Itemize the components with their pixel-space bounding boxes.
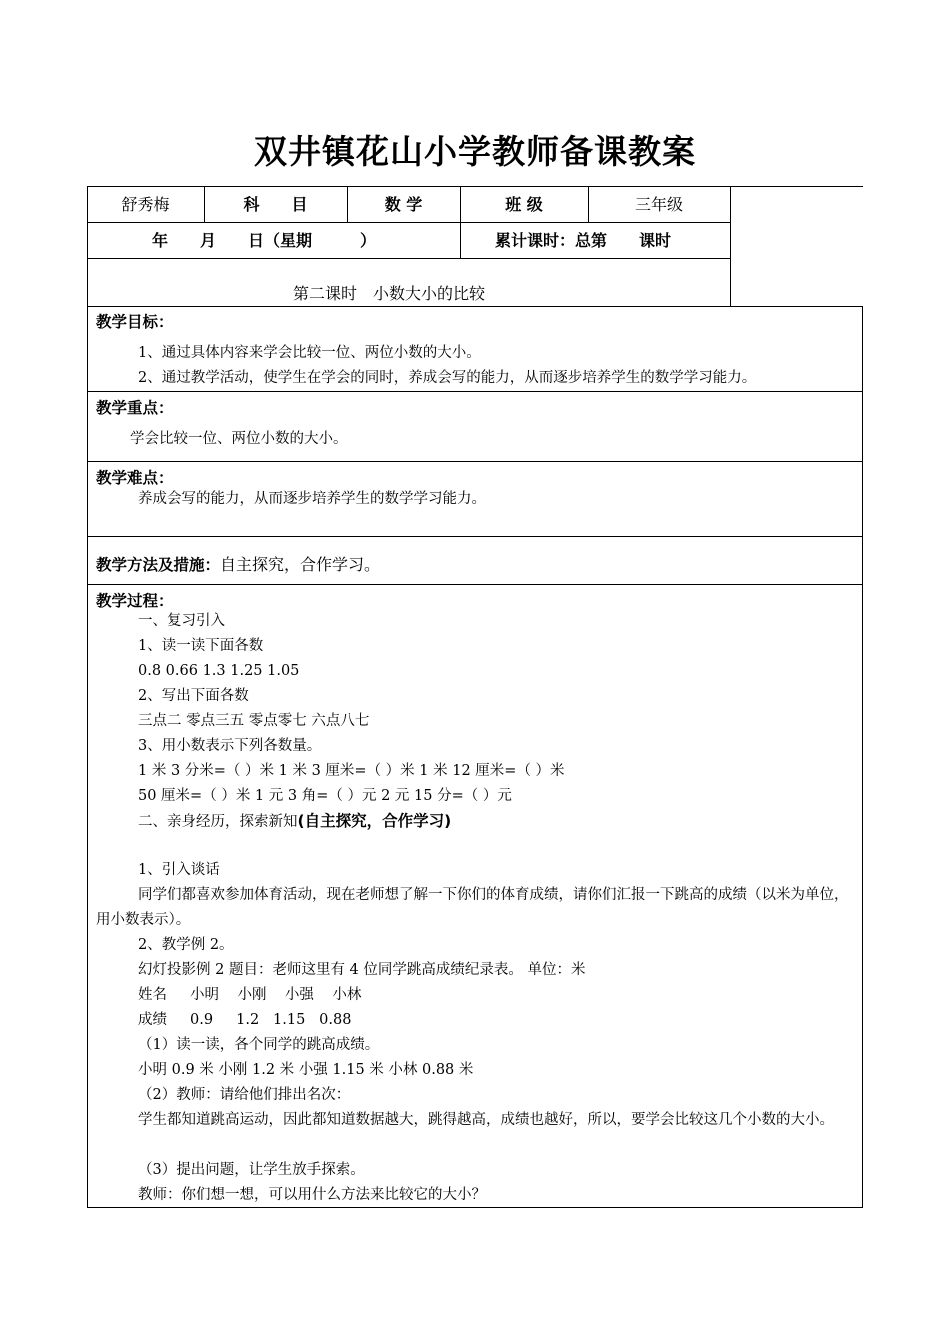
process-paragraph-2: 学生都知道跳高运动，因此都知道数据越大，跳得越高，成绩也越好，所以，要学会比较这几个小数的大小。 bbox=[138, 1112, 834, 1128]
process-line-8: 50 厘米=（ ）米 1 元 3 角=（ ）元 2 元 15 分=（ ）元 bbox=[138, 788, 512, 804]
lesson-title: 第二课时 小数大小的比较 bbox=[293, 284, 486, 303]
process-line-6: 3、用小数表示下列各数量。 bbox=[138, 738, 322, 754]
objective-item-1: 1、通过具体内容来学会比较一位、两位小数的大小。 bbox=[138, 345, 481, 361]
process-line-1: 一、复习引入 bbox=[138, 613, 225, 629]
process-line-4: 2、写出下面各数 bbox=[138, 688, 249, 704]
process-line-5: 三点二 零点三五 零点零七 六点八七 bbox=[138, 713, 370, 729]
process-line-3: 0.8 0.66 1.3 1.25 1.05 bbox=[138, 663, 300, 679]
cumulative-hours-label: 累计课时：总第 课时 bbox=[495, 231, 672, 250]
header-col-divider-5 bbox=[730, 186, 731, 306]
date-label: 年 月 日（星期 ） bbox=[152, 231, 377, 250]
methods-top-border bbox=[87, 536, 863, 537]
keypoints-heading: 教学重点： bbox=[96, 399, 174, 417]
process-heading: 教学过程： bbox=[96, 592, 174, 610]
process-line-13: 成绩 0.9 1.2 1.15 0.88 bbox=[138, 1012, 352, 1028]
process-line-7: 1 米 3 分米=（ ）米 1 米 3 厘米=（ ）米 1 米 12 厘米=（ ）米 bbox=[138, 763, 565, 779]
table-left-border bbox=[87, 186, 88, 1208]
process-section-2 bbox=[138, 809, 451, 835]
methods-row bbox=[96, 552, 380, 575]
class-label: 班 级 bbox=[505, 195, 543, 214]
teacher-name: 舒秀梅 bbox=[121, 195, 170, 214]
methods-heading: 教学方法及措施： bbox=[96, 556, 221, 574]
subject-value: 数 学 bbox=[384, 195, 423, 214]
process-line-15: 小明 0.9 米 小刚 1.2 米 小强 1.15 米 小林 0.88 米 bbox=[138, 1062, 474, 1078]
header-row-divider bbox=[87, 222, 730, 223]
document-title: 双井镇花山小学教师备课教案 bbox=[254, 132, 696, 171]
table-right-border bbox=[862, 306, 863, 1208]
process-line-10: 2、教学例 2。 bbox=[138, 937, 234, 953]
difficulties-heading: 教学难点： bbox=[96, 469, 174, 487]
objective-item-2: 2、通过教学活动，使学生在学会的同时，养成会写的能力，从而逐步培养学生的数学学习能力。 bbox=[138, 370, 757, 386]
process-top-border bbox=[87, 584, 863, 585]
objectives-heading: 教学目标： bbox=[96, 313, 174, 331]
methods-text: 自主探究，合作学习。 bbox=[220, 555, 381, 574]
header-row-bottom bbox=[87, 258, 730, 259]
process-line-9: 1、引入谈话 bbox=[138, 862, 220, 878]
difficulties-top-border bbox=[87, 461, 863, 462]
process-line-11: 幻灯投影例 2 题目：老师这里有 4 位同学跳高成绩纪录表。 单位：米 bbox=[138, 962, 586, 978]
process-line-16: （2）教师：请给他们排出名次： bbox=[138, 1087, 351, 1103]
keypoints-text: 学会比较一位、两位小数的大小。 bbox=[130, 431, 348, 447]
class-value: 三年级 bbox=[634, 195, 683, 214]
process-line-12: 姓名 小明 小刚 小强 小林 bbox=[138, 987, 362, 1003]
process-line-14: （1）读一读，各个同学的跳高成绩。 bbox=[138, 1037, 380, 1053]
process-line-18: 教师：你们想一想，可以用什么方法来比较它的大小？ bbox=[138, 1187, 486, 1203]
section-2-prefix: 二、亲身经历，探索新知 bbox=[138, 814, 298, 830]
process-line-2: 1、读一读下面各数 bbox=[138, 638, 264, 654]
subject-label: 科 目 bbox=[243, 195, 308, 214]
keypoints-top-border bbox=[87, 391, 863, 392]
section-2-bold: (自主探究，合作学习) bbox=[297, 812, 452, 830]
difficulties-text: 养成会写的能力，从而逐步培养学生的数学学习能力。 bbox=[138, 491, 486, 507]
objectives-top-border bbox=[87, 306, 863, 307]
process-line-17: （3）提出问题，让学生放手探索。 bbox=[138, 1162, 365, 1178]
process-paragraph-1: 同学们都喜欢参加体育活动，现在老师想了解一下你们的体育成绩，请你们汇报一下跳高的成绩（以米为单位，用小数表示）。 bbox=[96, 887, 849, 928]
